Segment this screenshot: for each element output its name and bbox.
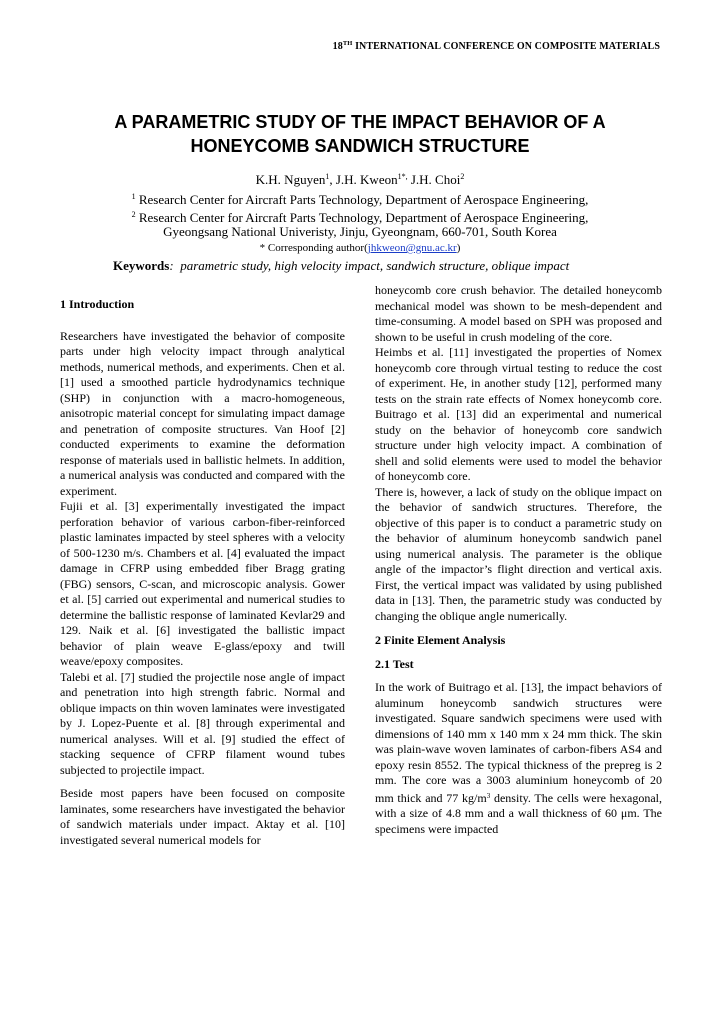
keywords-label: Keywords [113,258,170,273]
intro-paragraph-2: Fujii et al. [3] experimentally investigated the impact perforation behavior of various carbon-fiber-reinforced plastic laminates impacted by steel spheres with a velocity of 500-1230 m/s. Chambers et al. [4] evaluated the impact damage in CFRP using embedded fiber Bragg grating (FBG) sensors, C-scan, and microscopic analysis. Gower et al. [5] carried out experimental and numerical studies to determine the ballistic response of laminated Kevlar29 and 129. Naik et al. [6] investigated the ballistic impact behavior of plain weave E-glass/epoxy and twill weave/epoxy composites. [60,499,345,668]
test-paragraph-1-text-a: In the work of Buitrago et al. [13], the impact behaviors of aluminum honeycomb sandwich structures were investigated. Square sandwich specimens were used with dimensions of 140 mm x 140 mm x 24 mm thick. The skin was plain-wave woven laminates of carbon-fibers AS4 and epoxy resin 8552. The typical thickness of the prepreg is 2 mm. The core was a 3003 aluminium honeycomb of 20 mm thick and 77 kg/m [375,680,662,805]
author-1-affil: 1 [325,172,330,181]
author-1: K.H. Nguyen [255,172,326,187]
affiliation-2-mark: 2 [131,210,136,219]
corresponding-author [60,242,660,254]
affiliation-1 [60,188,660,208]
intro-paragraph-7: There is, however, a lack of study on the oblique impact on the behavior of sandwich structures. Therefore, the objective of this paper is to conduct a parametric study on the behavior of aluminum honeycomb sandwich panel using numerical analysis. The parameter is the oblique angle of the impactor’s flight direction and vertical axis. First, the vertical impact was validated by using published data in [13]. Then, the parametric study was conducted by changing the oblique angle numerically. [375,484,662,623]
conference-number: 18 [332,41,343,52]
title-line-2: HONEYCOMB SANDWICH STRUCTURE [190,136,530,156]
conference-name: INTERNATIONAL CONFERENCE ON COMPOSITE MATERIALS [352,41,660,52]
paper-title [60,110,660,158]
author-3-affil: 2 [460,172,465,181]
author-list [60,172,660,188]
corresponding-suffix: ) [456,242,461,254]
right-column [375,283,662,837]
intro-paragraph-3: Talebi et al. [7] studied the projectile nose angle of impact and penetration into high strength fabric. Normal and oblique impacts on thin woven laminates were investigated by J. Lopez-Puente et al. [8] through experimental and numerical analyses. Will et al. [9] studied the effect of stacking sequence of CFRP filament wound tubes subjected to projectile impact. [60,669,345,777]
corresponding-prefix: * Corresponding author( [259,242,368,254]
density-exponent: 3 [486,791,491,800]
test-paragraph-1 [375,680,662,837]
affiliation-1-mark: 1 [131,192,136,201]
keywords-text: parametric study, high velocity impact, sandwich structure, oblique impact [180,258,570,273]
author-2-affil: 1*, [397,172,408,181]
left-column [60,297,345,848]
keywords-colon: : [169,258,181,273]
affiliation-3: Gyeongsang National Univeristy, Jinju, Gyeongnam, 660-701, South Korea [163,224,557,239]
intro-paragraph-4: Beside most papers have been focused on composite laminates, some researchers have investigated the behavior of sandwich materials under impact. Aktay et al. [10] investigated several numerical models for [60,786,345,847]
conference-ordinal: TH [342,40,353,47]
intro-paragraph-5: honeycomb core crush behavior. The detailed honeycomb mechanical model was shown to be mesh-dependent and time-consuming. A model based on SPH was proposed and shown to be useful in crush modeling of the core. [375,283,662,344]
test-paragraph-1-text-b: density. The cells were hexagonal, with a size of 4.8 mm and a wall thickness of 60 μm. The specimens were impacted [375,790,662,836]
section-heading-fea: 2 Finite Element Analysis [375,633,506,647]
author-3: J.H. Choi [407,172,461,187]
author-2: , J.H. Kweon [329,172,398,187]
keywords [113,258,673,274]
title-line-1: A PARAMETRIC STUDY OF THE IMPACT BEHAVIOR OF A [114,112,606,132]
corresponding-email-link[interactable]: jhkweon@gnu.ac.kr [367,242,457,254]
affiliation-1-text: Research Center for Aircraft Parts Technology, Department of Aerospace Engineering, [135,192,589,207]
intro-paragraph-6: Heimbs et al. [11] investigated the properties of Nomex honeycomb core through virtual testing to reduce the cost of experiment. He, in another study [12], performed many tests on the strain rate effects of Nomex honeycomb core. Buitrago et al. [13] did an experimental and numerical study on the behavior of honeycomb core sandwich structure under high velocity impact. A combination of shell and solid elements were used to model the behavior of honeycomb core. [375,345,662,483]
intro-paragraph-1: Researchers have investigated the behavior of composite parts under high velocity impact through analytical methods, numerical methods, and experiments. Chen et al. [1] used a smoothed particle hydrodynamics technique (SHP) in conjunction with a macro-homogeneous, anisotropic material concept for simulating impact damage and penetration of composite structures. Van Hoof [2] conducted experiments to examine the deformation response of materials used in ballistic helmets. In addition, a numerical analysis was conducted and compared with the experiment. [60,328,345,498]
subsection-heading-test: 2.1 Test [375,656,414,671]
conference-header [0,40,660,52]
section-heading-introduction: 1 Introduction [60,297,135,311]
affiliation-2-text: Research Center for Aircraft Parts Technology, Department of Aerospace Engineering, [135,210,589,225]
